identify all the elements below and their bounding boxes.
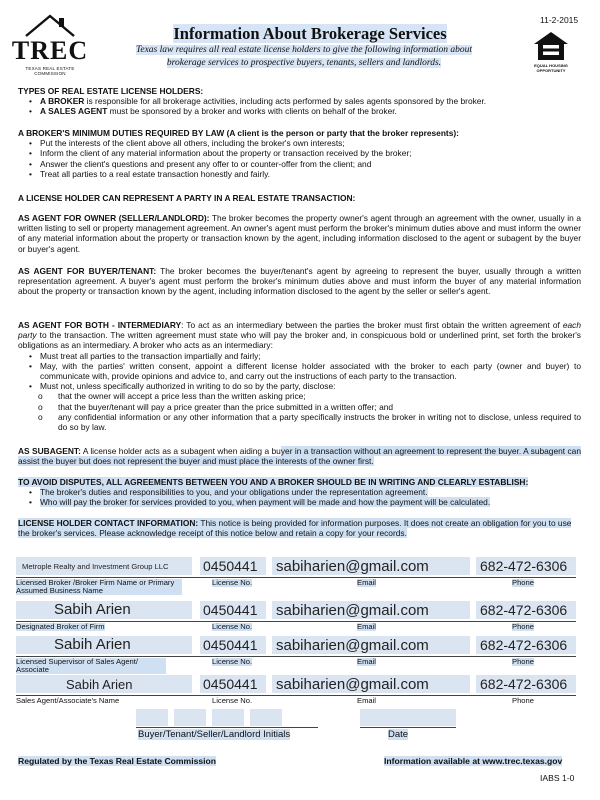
- license-label: License No.: [212, 622, 253, 631]
- initials-box[interactable]: [250, 709, 282, 726]
- buyer-paragraph: AS AGENT FOR BUYER/TENANT: The broker becomes the buyer/tenant's agent by agreeing to represent the buyer, usually through a written representation agreement. A buyer's agent must perform the broker's minimum duties above and must inform the buyer of any material information about the property or transaction known by the agent, including information disclosed to the agent by the seller or seller's agent.: [18, 266, 581, 297]
- duties-heading: A BROKER'S MINIMUM DUTIES REQUIRED BY LAW (A client is the person or party that the broker represents):: [18, 128, 459, 138]
- form-code: IABS 1-0: [540, 773, 575, 783]
- types-section: [18, 86, 581, 117]
- email-label: Email: [357, 657, 376, 666]
- duties-section: [18, 128, 581, 179]
- list-item: • The broker's duties and responsibilities to you, and your obligations under the representation agreement.: [40, 487, 581, 497]
- email-field[interactable]: sabiharien@gmail.com: [272, 601, 470, 619]
- disputes-section: [18, 477, 581, 508]
- contact-paragraph: LICENSE HOLDER CONTACT INFORMATION: This notice is being provided for information purposes. It does not create an obligation for you to use the broker's services. Please acknowledge receipt of this notice below and retain a copy for your records.: [18, 518, 572, 539]
- list-item: • A BROKER is responsible for all brokerage activities, including acts performed by sales agents sponsored by the broker.: [40, 96, 581, 106]
- page-title: Information About Brokerage Services: [173, 24, 447, 43]
- designated-broker-field[interactable]: Sabih Arien: [16, 601, 192, 619]
- license-label: License No.: [212, 578, 253, 587]
- supervisor-field[interactable]: Sabih Arien: [16, 636, 192, 654]
- initials-box[interactable]: [174, 709, 206, 726]
- footer-regulated: Regulated by the Texas Real Estate Commission: [18, 756, 217, 766]
- subagent-paragraph: AS SUBAGENT: A license holder acts as a subagent when aiding a buyer in a transaction without an agreement to represent the buyer. A subagent can assist the buyer but does not represent the buyer and must place the interests of the owner first.: [18, 446, 581, 467]
- broker-firm-name-field[interactable]: Metrople Realty and Investment Group LLC: [16, 557, 192, 575]
- email-label: Email: [357, 696, 376, 705]
- list-item: • Treat all parties to a real estate transaction honestly and fairly.: [40, 169, 581, 179]
- initials-label: Buyer/Tenant/Seller/Landlord Initials: [138, 729, 291, 740]
- list-item: • Put the interests of the client above all others, including the broker's own interests;: [40, 138, 581, 148]
- list-item: • Answer the client's questions and present any offer to or counter-offer from the client; and: [40, 159, 581, 169]
- email-label: Email: [357, 578, 376, 587]
- list-item: o any confidential information or any other information that a party specifically instructs the broker in writing not to disclose, unless required to do so by law.: [58, 412, 581, 432]
- phone-field[interactable]: 682-472-6306: [476, 601, 576, 619]
- license-number-field[interactable]: 0450441: [200, 601, 266, 619]
- footer-info-link: Information available at www.trec.texas.gov: [384, 756, 563, 766]
- list-item: • Must treat all parties to the transaction impartially and fairly;: [40, 351, 581, 361]
- equal-housing-logo: EQUAL HOUSING OPPORTUNITY: [528, 30, 574, 80]
- email-label: Email: [357, 622, 376, 631]
- date-field[interactable]: [360, 709, 456, 726]
- owner-paragraph: AS AGENT FOR OWNER (SELLER/LANDLORD): The broker becomes the property owner's agent through an agreement with the owner, usually in a written listing to sell or property management agreement. An owner's agent must perform the broker's minimum duties above and must inform the owner of any material information about the property or transaction known by the agent, including information disclosed to the agent or subagent by the buyer or buyer's agent.: [18, 213, 581, 254]
- initials-line: [136, 727, 318, 728]
- page-subtitle: Texas law requires all real estate license holders to give the following information about brokerage services to prospective buyers, tenants, sellers and landlords.: [135, 45, 473, 68]
- designated-broker-label: Designated Broker of Firm: [16, 622, 105, 631]
- represent-heading: A LICENSE HOLDER CAN REPRESENT A PARTY IN A REAL ESTATE TRANSACTION:: [18, 193, 356, 203]
- phone-label: Phone: [512, 696, 534, 705]
- disputes-heading: TO AVOID DISPUTES, ALL AGREEMENTS BETWEEN YOU AND A BROKER SHOULD BE IN WRITING AND CLEARLY ESTABLISH:: [18, 477, 529, 487]
- list-item: • May, with the parties' written consent, appoint a different license holder associated with the broker to each party (owner and buyer) to communicate with, provide opinions and advice to, and carry out the instructions of each party to the transaction.: [40, 361, 581, 381]
- email-field[interactable]: sabiharien@gmail.com: [272, 636, 470, 654]
- intermediary-section: AS AGENT FOR BOTH - INTERMEDIARY: To act as an intermediary between the parties the broker must first obtain the written agreement of each party to the transaction. The written agreement must state who will pay the broker and, in conspicuous bold or underlined print, set forth the broker's obligations as an intermediary. A broker who acts as an intermediary: • Must treat all parties to the transaction impartially and fairly; • May, with the parties' written consent, appoint a different license holder associated with the broker to each party (owner and buyer) to communicate with, provide opinions and advice to, and carry out the instructions of each party to the transaction. • Must not, unless specifically authorized in writing to do so by the party, disclose: o that the owner will accept a price less than the written asking price; o that the buyer/tenant will pay a price greater than the price submitted in a written offer; and o any confidential information or any other information that a party specifically instructs the broker in writing not to disclose, unless required to do so by law.: [18, 320, 581, 432]
- list-item: • Inform the client of any material information about the property or transaction received by the broker;: [40, 148, 581, 158]
- license-label: License No.: [212, 696, 253, 705]
- house-roof-icon: [24, 14, 76, 38]
- license-label: License No.: [212, 657, 253, 666]
- phone-field[interactable]: 682-472-6306: [476, 557, 576, 575]
- broker-name-label: Licensed Broker /Broker Firm Name or Primary Assumed Business Name: [16, 579, 182, 595]
- phone-field[interactable]: 682-472-6306: [476, 636, 576, 654]
- phone-label: Phone: [512, 657, 534, 666]
- form-date-code: 11-2-2015: [540, 15, 579, 25]
- phone-label: Phone: [512, 622, 534, 631]
- initials-box[interactable]: [212, 709, 244, 726]
- logo-subtext: TEXAS REAL ESTATE COMMISSION: [25, 66, 75, 76]
- initials-box[interactable]: [136, 709, 168, 726]
- list-item: • A SALES AGENT must be sponsored by a broker and works with clients on behalf of the broker.: [40, 106, 581, 116]
- list-item: • Must not, unless specifically authorized in writing to do so by the party, disclose:: [40, 381, 581, 391]
- logo-text: TREC: [11, 36, 89, 65]
- date-line: [360, 727, 456, 728]
- list-item: • Who will pay the broker for services provided to you, when payment will be made and how the payment will be calculated.: [40, 497, 581, 507]
- license-number-field[interactable]: 0450441: [200, 636, 266, 654]
- sales-agent-label: Sales Agent/Associate's Name: [16, 696, 120, 705]
- list-item: o that the buyer/tenant will pay a price greater than the price submitted in a written offer; and: [58, 402, 581, 412]
- list-item: o that the owner will accept a price less than the written asking price;: [58, 391, 581, 401]
- email-field[interactable]: sabiharien@gmail.com: [272, 557, 470, 575]
- trec-logo: [10, 14, 90, 74]
- email-field[interactable]: sabiharien@gmail.com: [272, 675, 470, 693]
- equal-housing-icon: [528, 30, 574, 62]
- supervisor-label: Licensed Supervisor of Sales Agent/ Associate: [16, 658, 166, 674]
- sales-agent-field[interactable]: Sabih Arien: [16, 675, 192, 693]
- types-heading: TYPES OF REAL ESTATE LICENSE HOLDERS:: [18, 86, 204, 96]
- phone-label: Phone: [512, 578, 534, 587]
- phone-field[interactable]: 682-472-6306: [476, 675, 576, 693]
- date-label: Date: [388, 729, 409, 740]
- license-number-field[interactable]: 0450441: [200, 557, 266, 575]
- license-number-field[interactable]: 0450441: [200, 675, 266, 693]
